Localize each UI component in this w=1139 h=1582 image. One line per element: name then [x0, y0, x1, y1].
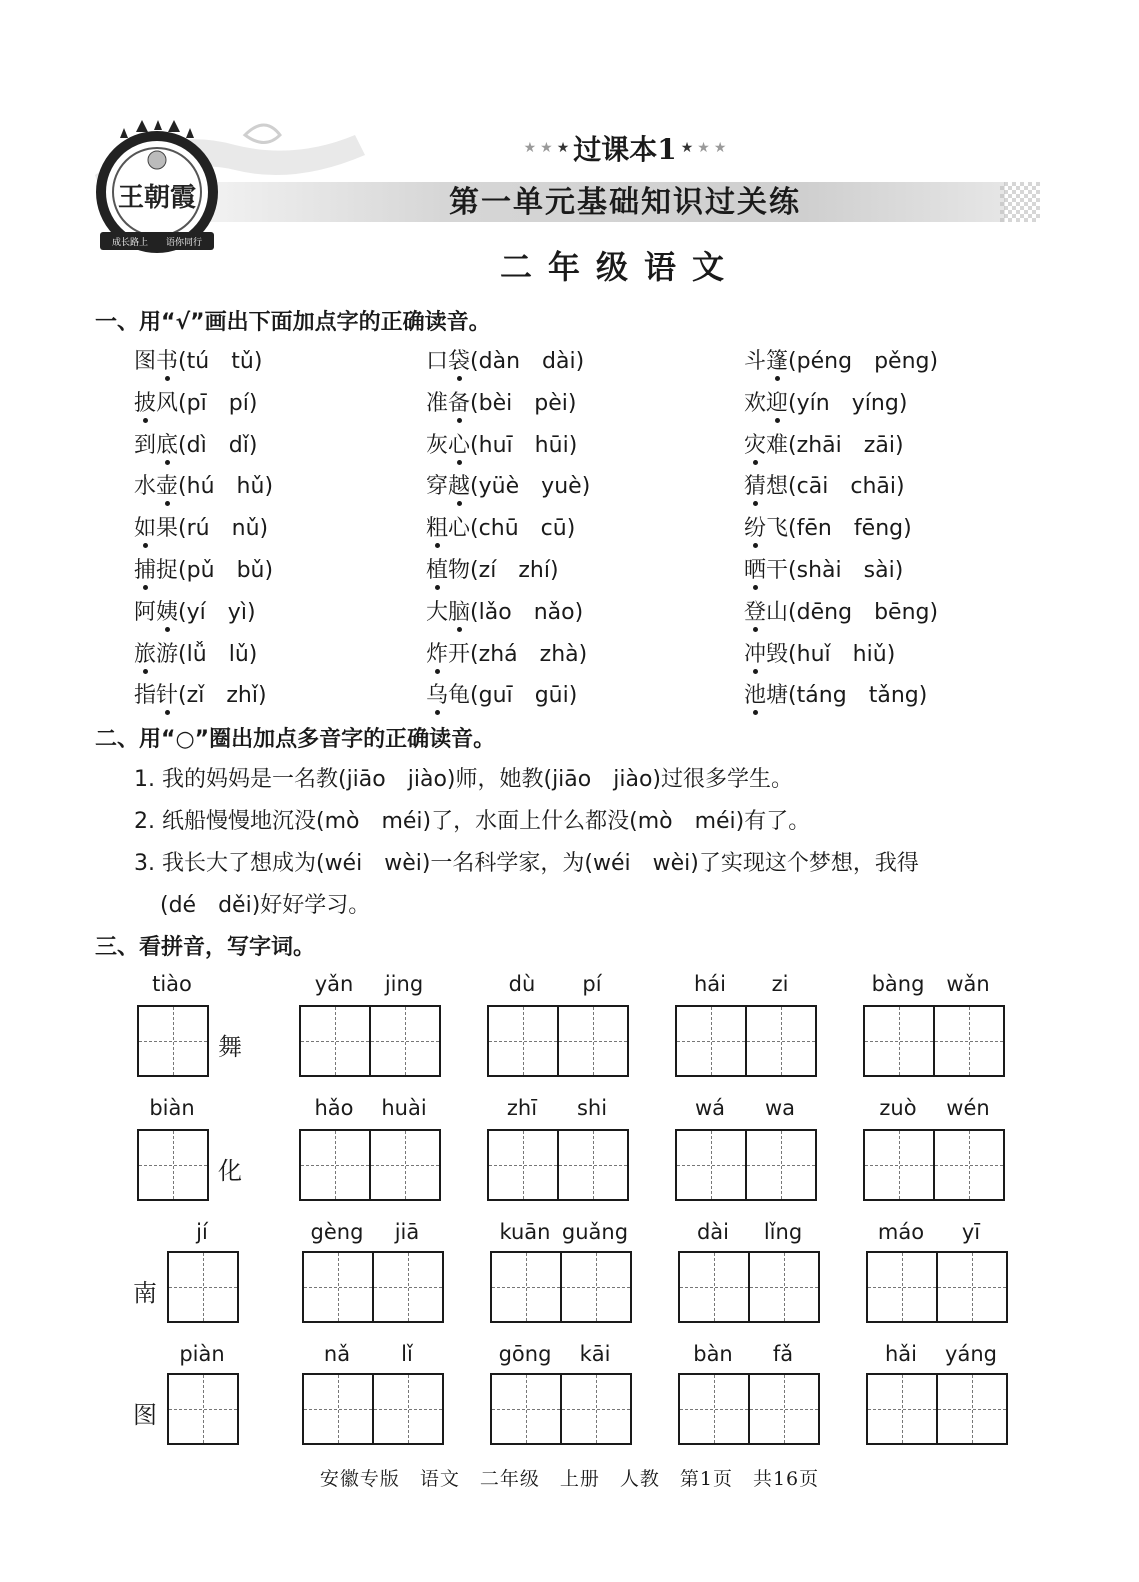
pinyin-label: wá: [694, 1096, 726, 1120]
writing-cell: [938, 1253, 1006, 1321]
reading-item: 旅游(lǚ lǔ): [134, 641, 258, 667]
pinyin-label: nǎ: [323, 1342, 351, 1366]
writing-cell: [139, 1007, 207, 1075]
cell-divider: [369, 1131, 371, 1199]
pinyin-label: wǎn: [946, 972, 990, 996]
pinyin-label: fǎ: [772, 1342, 794, 1366]
star-icon: ★: [713, 140, 727, 156]
pinyin-label: bàng: [871, 972, 925, 996]
series-title: 过课本1: [573, 133, 677, 166]
pinyin-label: wén: [946, 1096, 990, 1120]
reading-item: 水壶(hú hǔ): [134, 474, 274, 500]
given-character: 图: [133, 1401, 157, 1429]
section3-title: 三、看拼音，写字词。: [95, 935, 316, 960]
cell-divider: [372, 1375, 374, 1443]
cell-divider: [933, 1131, 935, 1199]
writing-cell: [374, 1253, 442, 1321]
pinyin-label: jí: [196, 1220, 208, 1244]
writing-cell: [489, 1007, 557, 1075]
pinyin-label: gōng: [498, 1342, 552, 1366]
reading-item: 捕捉(pǔ bǔ): [134, 558, 274, 583]
reading-item: 猜想(cāi chāi): [744, 474, 905, 500]
section1-title: 一、用“√”画出下面加点字的正确读音。: [95, 310, 491, 335]
sentence-2: 2. 纸船慢慢地沉没(mò méi)了，水面上什么都没(mò méi)有了。: [134, 809, 811, 834]
reading-item: 准备(bèi pèi): [426, 390, 577, 416]
sentence-3-cont: (dé děi)好好学习。: [160, 893, 371, 918]
pinyin-label: jiā: [394, 1220, 420, 1244]
section2-title: 二、用“○”圈出加点多音字的正确读音。: [95, 727, 496, 752]
reading-item: 池塘(táng tǎng): [744, 683, 928, 709]
reading-item: 晒干(shài sài): [744, 558, 904, 583]
reading-item: 阿姨(yí yì): [134, 599, 256, 625]
reading-item: 如果(rú nǔ): [134, 516, 269, 542]
pinyin-label: dài: [696, 1220, 730, 1244]
reading-item: 大脑(lǎo nǎo): [426, 599, 584, 625]
series-label: [500, 128, 750, 168]
brand-motto-left: 成长路上: [111, 238, 149, 248]
pinyin-label: huài: [381, 1096, 427, 1120]
writing-cell: [935, 1007, 1003, 1075]
writing-cell: [169, 1375, 237, 1443]
writing-cell: [750, 1253, 818, 1321]
cell-divider: [745, 1007, 747, 1075]
cell-divider: [369, 1007, 371, 1075]
pinyin-label: máo: [877, 1220, 925, 1244]
writing-box[interactable]: [299, 1129, 441, 1201]
writing-box[interactable]: [678, 1373, 820, 1445]
pinyin-label: kāi: [579, 1342, 611, 1366]
writing-cell: [371, 1131, 439, 1199]
banner-pattern: [1000, 182, 1040, 222]
reading-item: 指针(zǐ zhǐ): [134, 683, 267, 709]
reading-item: 灰心(huī hūi): [426, 432, 578, 458]
writing-cell: [677, 1007, 745, 1075]
pinyin-label: hǎo: [314, 1096, 354, 1120]
star-icon: ★: [697, 140, 710, 156]
cell-divider: [936, 1375, 938, 1443]
writing-cell: [139, 1131, 207, 1199]
star-icon: ★: [540, 140, 553, 156]
writing-cell: [747, 1131, 815, 1199]
pinyin-label: yǎn: [314, 972, 354, 996]
pinyin-label: kuān: [499, 1220, 551, 1244]
pinyin-label: bàn: [693, 1342, 733, 1366]
writing-cell: [680, 1253, 748, 1321]
sentence-3: 3. 我长大了想成为(wéi wèi)一名科学家，为(wéi wèi)了实现这个梦想，我得: [134, 851, 919, 876]
page-footer: 安徽专版 语文 二年级 上册 人教 第1页 共16页: [319, 1468, 820, 1490]
pinyin-label: dù: [508, 972, 536, 996]
writing-box[interactable]: [863, 1005, 1005, 1077]
pinyin-label: wa: [764, 1096, 796, 1120]
writing-cell: [492, 1375, 560, 1443]
brand-name: 王朝霞: [117, 183, 197, 213]
unit-title: 第一单元基础知识过关练: [449, 185, 801, 220]
pinyin-label: pí: [582, 972, 602, 996]
cell-divider: [745, 1131, 747, 1199]
writing-box[interactable]: [678, 1251, 820, 1323]
writing-box[interactable]: [487, 1005, 629, 1077]
writing-cell: [562, 1375, 630, 1443]
writing-box[interactable]: [137, 1129, 209, 1201]
sentence-1: 1. 我的妈妈是一名教(jiāo jiào)师，她教(jiāo jiào)过很多学生。: [134, 767, 793, 792]
cell-divider: [936, 1253, 938, 1321]
reading-item: 纷飞(fēn fēng): [744, 516, 912, 542]
writing-cell: [865, 1007, 933, 1075]
writing-cell: [562, 1253, 630, 1321]
writing-cell: [371, 1007, 439, 1075]
writing-cell: [677, 1131, 745, 1199]
writing-box[interactable]: [675, 1005, 817, 1077]
writing-cell: [938, 1375, 1006, 1443]
pinyin-label: tiào: [152, 972, 192, 996]
reading-item: 登山(dēng bēng): [744, 599, 939, 625]
writing-cell: [865, 1131, 933, 1199]
pinyin-label: yáng: [945, 1342, 997, 1366]
pinyin-label: zhī: [506, 1096, 538, 1120]
reading-item: 斗篷(péng pěng): [744, 349, 939, 374]
pinyin-label: yī: [961, 1220, 981, 1244]
reading-item: 披风(pī pí): [134, 390, 258, 416]
pinyin-label: hǎi: [884, 1342, 917, 1366]
grade-subject: 二年级语文: [499, 248, 740, 286]
writing-box[interactable]: [863, 1129, 1005, 1201]
cell-divider: [557, 1131, 559, 1199]
cell-divider: [933, 1007, 935, 1075]
writing-cell: [559, 1131, 627, 1199]
writing-box[interactable]: [490, 1251, 632, 1323]
writing-cell: [750, 1375, 818, 1443]
writing-box[interactable]: [167, 1251, 239, 1323]
pinyin-label: gèng: [310, 1220, 364, 1244]
writing-cell: [169, 1253, 237, 1321]
writing-box[interactable]: [302, 1373, 444, 1445]
pinyin-label: hái: [693, 972, 726, 996]
pinyin-label: biàn: [149, 1096, 195, 1120]
reading-item: 欢迎(yín yíng): [744, 390, 908, 416]
reading-item: 口袋(dàn dài): [426, 349, 585, 374]
reading-item: 植物(zí zhí): [426, 558, 559, 583]
reading-item: 图书(tú tǔ): [134, 349, 263, 374]
pinyin-label: zuò: [879, 1096, 917, 1120]
writing-cell: [301, 1131, 369, 1199]
cell-divider: [748, 1253, 750, 1321]
writing-cell: [747, 1007, 815, 1075]
writing-cell: [868, 1253, 936, 1321]
writing-cell: [304, 1253, 372, 1321]
reading-item: 灾难(zhāi zāi): [744, 432, 904, 458]
writing-box[interactable]: [302, 1251, 444, 1323]
reading-item: 到底(dì dǐ): [134, 432, 258, 458]
star-icon: ★: [523, 140, 537, 156]
brand-logo: [92, 120, 222, 260]
writing-box[interactable]: [866, 1373, 1008, 1445]
reading-item: 冲毁(huǐ hiǔ): [744, 641, 896, 667]
cell-divider: [560, 1375, 562, 1443]
star-icon: ★: [556, 140, 570, 156]
writing-box[interactable]: [675, 1129, 817, 1201]
pinyin-label: piàn: [179, 1342, 225, 1366]
writing-cell: [489, 1131, 557, 1199]
reading-item: 穿越(yüè yuè): [426, 474, 591, 500]
cell-divider: [557, 1007, 559, 1075]
pinyin-label: zi: [771, 972, 789, 996]
writing-cell: [935, 1131, 1003, 1199]
writing-cell: [492, 1253, 560, 1321]
writing-box[interactable]: [299, 1005, 441, 1077]
pinyin-label: lǐng: [763, 1220, 803, 1244]
reading-item: 粗心(chū cū): [426, 516, 576, 542]
writing-cell: [301, 1007, 369, 1075]
writing-box[interactable]: [490, 1373, 632, 1445]
writing-cell: [680, 1375, 748, 1443]
pinyin-label: guǎng: [561, 1220, 629, 1244]
pinyin-label: jing: [384, 972, 424, 996]
brand-motto-right: 语你同行: [165, 238, 203, 248]
star-icon: ★: [680, 140, 694, 156]
given-character: 南: [133, 1279, 157, 1307]
writing-cell: [374, 1375, 442, 1443]
given-character: 化: [218, 1157, 242, 1185]
reading-item: 乌龟(guī gūi): [426, 683, 578, 709]
writing-box[interactable]: [866, 1251, 1008, 1323]
pinyin-label: lǐ: [401, 1342, 413, 1366]
given-character: 舞: [218, 1033, 242, 1061]
writing-cell: [868, 1375, 936, 1443]
writing-box[interactable]: [487, 1129, 629, 1201]
cell-divider: [372, 1253, 374, 1321]
writing-cell: [559, 1007, 627, 1075]
pinyin-label: shi: [576, 1096, 608, 1120]
cell-divider: [748, 1375, 750, 1443]
cell-divider: [560, 1253, 562, 1321]
writing-box[interactable]: [167, 1373, 239, 1445]
writing-box[interactable]: [137, 1005, 209, 1077]
reading-item: 炸开(zhá zhà): [426, 641, 588, 667]
writing-cell: [304, 1375, 372, 1443]
